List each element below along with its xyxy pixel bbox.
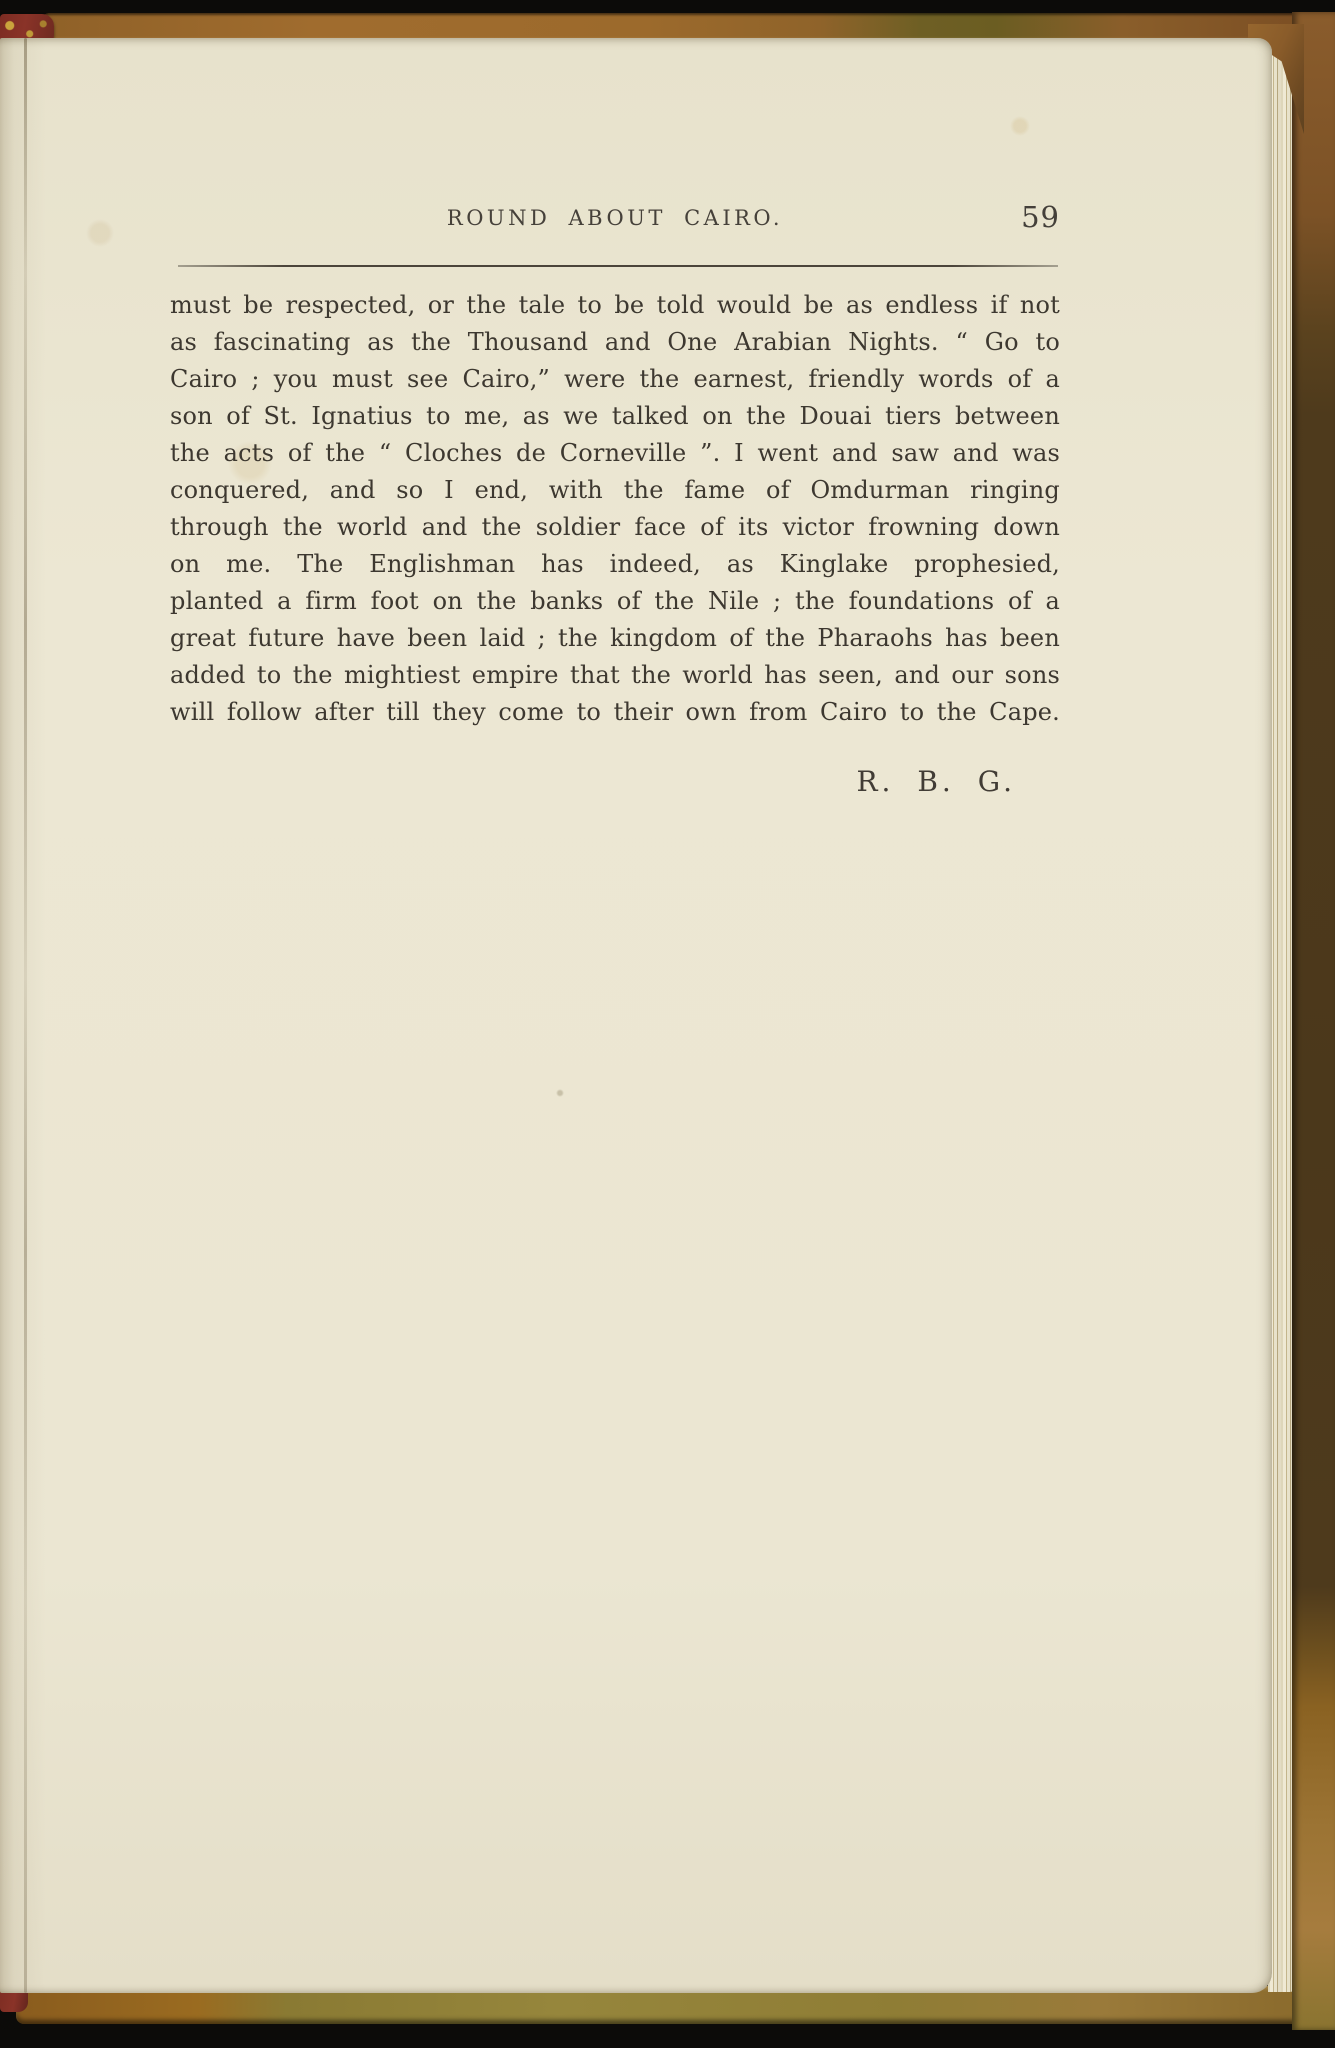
gutter-crease (24, 38, 27, 1993)
text-line: as fascinating as the Thousand and One Arabian Nights. “ Go to (170, 328, 1060, 356)
header-rule (178, 265, 1058, 267)
text-line: on me. The Englishman has indeed, as Kinglake prophesied, (170, 550, 1060, 578)
book-page (0, 38, 1272, 1993)
text-line: through the world and the soldier face of its victor frowning down (170, 513, 1060, 541)
page-number: 59 (1021, 200, 1060, 234)
text-line: great future have been laid ; the kingdom of the Pharaohs has been (170, 624, 1060, 652)
text-line: added to the mightiest empire that the world has seen, and our sons (170, 661, 1060, 689)
author-initials: R. B. G. (856, 765, 1016, 798)
cover-leather-right (1292, 12, 1335, 2030)
text-line: Cairo ; you must see Cairo,” were the earnest, friendly words of a (170, 365, 1060, 393)
page-header (170, 200, 1060, 242)
text-line: the acts of the “ Cloches de Corneville ”. I went and saw and was (170, 439, 1060, 467)
body-text (170, 287, 1060, 731)
text-line: son of St. Ignatius to me, as we talked on the Douai tiers between (170, 402, 1060, 430)
text-line: will follow after till they come to their own from Cairo to the Cape. (170, 698, 1060, 726)
running-title: ROUND ABOUT CAIRO. (446, 206, 784, 230)
text-line: conquered, and so I end, with the fame of Omdurman ringing (170, 476, 1060, 504)
text-line: must be respected, or the tale to be told would be as endless if not (170, 291, 1060, 319)
book-cover-top-edge (40, 13, 1298, 40)
text-line: planted a firm foot on the banks of the Nile ; the foundations of a (170, 587, 1060, 615)
